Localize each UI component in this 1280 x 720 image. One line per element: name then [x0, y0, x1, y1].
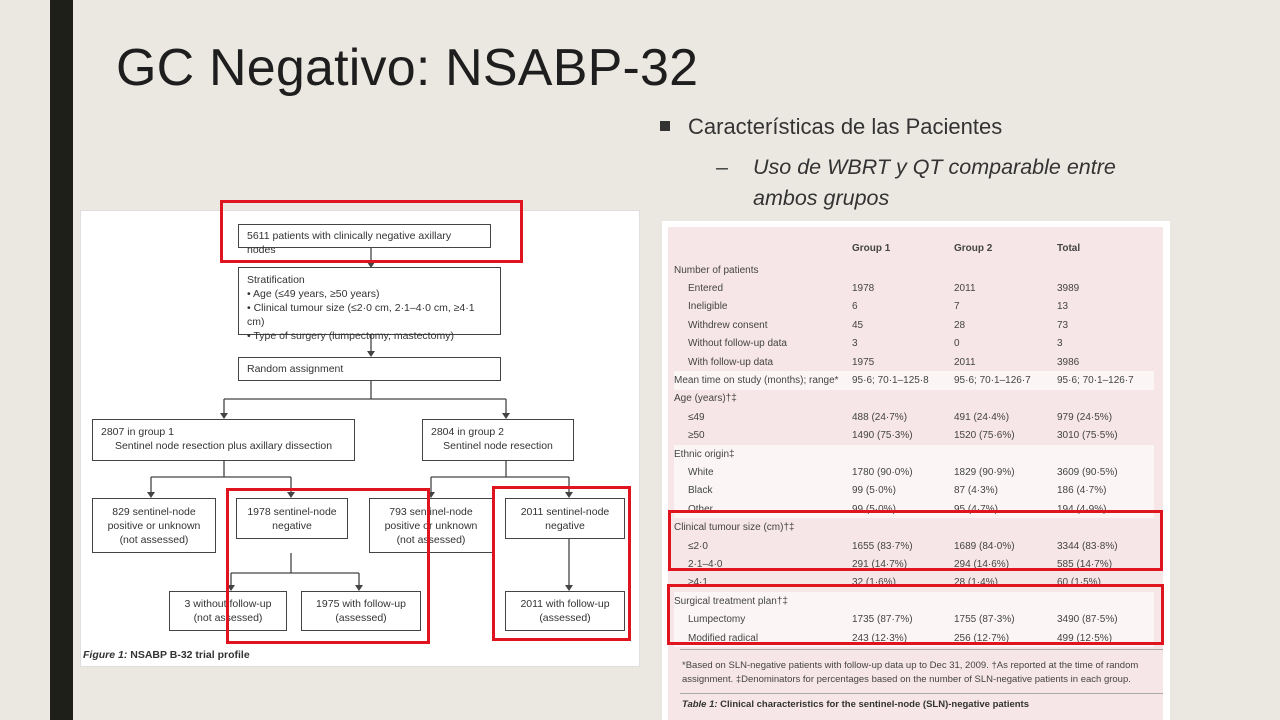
characteristics-table — [674, 235, 1154, 647]
table-row-label: White — [674, 463, 852, 481]
figure-caption-label: Figure 1: — [83, 649, 128, 661]
table-cell: 73 — [1057, 319, 1069, 331]
table-cell: 87 (4·3%) — [954, 482, 1057, 500]
table-footnote: *Based on SLN-negative patients with follow-up data up to Dec 31, 2009. †As reported at the time of random assignment. ‡Denominators for percentages based on the number of SLN-negative patients in each group. — [682, 660, 1139, 685]
g1-negative-box — [236, 498, 348, 539]
table-row — [674, 279, 1154, 297]
table-row — [674, 298, 1154, 316]
slide-title: GC Negativo: NSABP-32 — [116, 39, 699, 97]
table-row-label: Black — [674, 482, 852, 500]
table-cell — [852, 518, 954, 536]
stratification-item: • Type of surgery (lumpectomy, mastectomy) — [247, 330, 454, 342]
table-cell — [1057, 390, 1154, 408]
box-line: 2011 with follow-up — [520, 598, 610, 610]
stratification-title: Stratification — [247, 274, 305, 286]
figure-caption — [83, 649, 250, 661]
group1-box — [92, 419, 355, 461]
table-row — [674, 610, 1154, 628]
table-cell — [1057, 445, 1154, 463]
table-header-row — [674, 235, 1154, 261]
table-body — [674, 261, 1154, 647]
table-cell: 95·6; 70·1–125·8 — [852, 371, 954, 389]
table-row-label: Surgical treatment plan†‡ — [674, 592, 852, 610]
table-row-label: Modified radical — [674, 629, 852, 647]
table-panel — [668, 227, 1163, 720]
table-cell: 1520 (75·6%) — [954, 430, 1015, 442]
box-line: 1978 sentinel-node — [247, 506, 337, 518]
trial-profile-figure — [80, 210, 640, 667]
table-row-label: Other — [674, 500, 852, 518]
g1-positive-box — [92, 498, 216, 553]
box-line: (not assessed) — [396, 534, 466, 546]
table-row — [674, 408, 1154, 426]
table-row — [674, 574, 1154, 592]
table-cell — [1057, 518, 1154, 536]
table-cell — [852, 390, 954, 408]
table-cell — [1057, 261, 1154, 279]
table-row — [674, 353, 1154, 371]
g2-positive-box — [369, 498, 493, 553]
dash-bullet: – — [716, 155, 728, 179]
table-divider — [680, 649, 1163, 650]
table-cell: 1689 (84·0%) — [954, 540, 1015, 552]
g1-no-followup-box — [169, 591, 287, 631]
group1-count: 2807 in group 1 — [101, 426, 174, 438]
table-cell — [954, 518, 1057, 536]
bullet-level-2 — [716, 152, 1166, 214]
table-cell: 99 (5·0%) — [852, 500, 954, 518]
box-line: 2011 sentinel-node — [520, 506, 610, 518]
table-cell: 256 (12·7%) — [954, 629, 1057, 647]
table-row-label: Ineligible — [688, 301, 728, 313]
bullet-text: Características de las Pacientes — [688, 114, 1003, 139]
stratification-box — [238, 267, 501, 342]
table-row-label: Without follow-up data — [688, 338, 787, 350]
box-line: 1975 with follow-up — [316, 598, 406, 610]
table-cell: 186 (4·7%) — [1057, 482, 1154, 500]
characteristics-table-image — [662, 221, 1170, 720]
box-line: negative — [272, 520, 312, 532]
table-cell: 95·6; 70·1–126·7 — [1057, 371, 1154, 389]
table-cell: 1490 (75·3%) — [852, 430, 913, 442]
box-line: (not assessed) — [119, 534, 189, 546]
table-cell — [954, 592, 1057, 610]
table-row-label: With follow-up data — [688, 356, 774, 368]
square-bullet-icon — [660, 121, 670, 131]
table-cell: 1655 (83·7%) — [852, 540, 913, 552]
table-row — [674, 463, 1154, 481]
box-line: positive or unknown — [107, 520, 201, 532]
random-assignment-text: Random assignment — [247, 363, 344, 375]
enrolled-box — [238, 224, 491, 256]
table-cell: 2011 — [954, 283, 976, 295]
table-header-cell: Group 1 — [852, 242, 891, 254]
table-row-label: ≥50 — [688, 430, 705, 442]
table-header-cell: Group 2 — [954, 242, 993, 254]
table-cell: 60 (1·5%) — [1057, 577, 1101, 589]
table-row — [674, 371, 1154, 389]
table-cell: 28 — [954, 319, 966, 331]
table-cell: 7 — [954, 301, 960, 313]
box-line: (assessed) — [335, 612, 387, 624]
group1-arm: Sentinel node resection plus axillary dissection — [114, 440, 333, 452]
stratification-item: • Age (≤49 years, ≥50 years) — [247, 288, 380, 300]
table-cell: 95 (4·7%) — [954, 500, 1057, 518]
table-cell: 2011 — [954, 356, 976, 368]
table-cell: 243 (12·3%) — [852, 629, 954, 647]
table-divider — [680, 693, 1163, 694]
enrolled-text: 5611 patients with clinically negative axillary nodes — [247, 230, 452, 256]
table-cell: 1978 — [852, 283, 875, 295]
table-cell: 99 (5·0%) — [852, 482, 954, 500]
left-accent-bar — [50, 0, 73, 720]
table-row-label: Ethnic origin‡ — [674, 445, 852, 463]
table-cell: 3986 — [1057, 356, 1080, 368]
box-line: negative — [545, 520, 585, 532]
table-caption-label: Table 1: — [682, 699, 718, 710]
group2-box — [422, 419, 574, 461]
table-row — [674, 335, 1154, 353]
table-header-cell — [674, 235, 852, 261]
g1-followup-box — [301, 591, 421, 631]
table-cell: 1755 (87·3%) — [954, 610, 1057, 628]
table-cell: 3609 (90·5%) — [1057, 463, 1154, 481]
table-cell: 194 (4·9%) — [1057, 500, 1154, 518]
table-cell — [852, 592, 954, 610]
group2-arm: Sentinel node resection — [443, 440, 553, 452]
table-row-label: ≤49 — [688, 411, 705, 423]
table-cell: 1829 (90·9%) — [954, 463, 1057, 481]
table-cell — [852, 445, 954, 463]
table-row-label: Clinical tumour size (cm)†‡ — [674, 522, 795, 534]
table-cell: 1975 — [852, 356, 875, 368]
table-cell: 291 (14·7%) — [852, 558, 908, 570]
table-row — [674, 445, 1154, 463]
table-row — [674, 500, 1154, 518]
box-line: 793 sentinel-node — [389, 506, 473, 518]
table-row-label: Lumpectomy — [674, 610, 852, 628]
table-cell — [852, 261, 954, 279]
table-row — [674, 390, 1154, 408]
table-row — [674, 261, 1154, 279]
g2-negative-box — [505, 498, 625, 539]
table-row-label: Entered — [688, 283, 724, 295]
table-row-label: Number of patients — [674, 264, 759, 276]
table-cell: 294 (14·6%) — [954, 558, 1010, 570]
table-cell: 488 (24·7%) — [852, 411, 908, 423]
table-cell: 1735 (87·7%) — [852, 610, 954, 628]
table-cell: 32 (1·6%) — [852, 577, 896, 589]
table-row — [674, 629, 1154, 647]
table-row-label: ≥4·1 — [688, 577, 708, 589]
box-line: 829 sentinel-node — [112, 506, 196, 518]
table-cell: 28 (1·4%) — [954, 577, 998, 589]
table-cell: 0 — [954, 338, 960, 350]
stratification-item: • Clinical tumour size (≤2·0 cm, 2·1–4·0 cm, ≥4·1 cm) — [247, 302, 475, 328]
bullet-text: Uso de WBRT y QT comparable entre ambos grupos — [753, 155, 1116, 210]
table-row — [674, 537, 1154, 555]
box-line: 3 without follow-up — [184, 598, 272, 610]
table-cell: 6 — [852, 301, 858, 313]
table-cell: 979 (24·5%) — [1057, 411, 1113, 423]
table-caption-text: Clinical characteristics for the sentinel-node (SLN)-negative patients — [717, 699, 1030, 710]
table-cell: 45 — [852, 319, 864, 331]
table-row-label: Mean time on study (months); range* — [674, 371, 852, 389]
table-row — [674, 316, 1154, 334]
table-cell: 3010 (75·5%) — [1057, 430, 1118, 442]
table-cell: 13 — [1057, 301, 1069, 313]
table-cell: 3344 (83·8%) — [1057, 540, 1118, 552]
table-row-label: Age (years)†‡ — [674, 393, 737, 405]
figure-caption-text: NSABP B-32 trial profile — [127, 649, 250, 661]
box-line: (not assessed) — [193, 612, 263, 624]
group2-count: 2804 in group 2 — [431, 426, 504, 438]
table-row-label: ≤2·0 — [688, 540, 708, 552]
table-cell: 499 (12·5%) — [1057, 629, 1154, 647]
table-cell: 3 — [1057, 338, 1063, 350]
table-row-label: Withdrew consent — [688, 319, 768, 331]
table-cell: 1780 (90·0%) — [852, 463, 954, 481]
table-cell: 3490 (87·5%) — [1057, 610, 1154, 628]
table-row-label: 2·1–4·0 — [688, 558, 723, 570]
table-cell: 3 — [852, 338, 858, 350]
table-cell: 95·6; 70·1–126·7 — [954, 371, 1057, 389]
table-cell: 491 (24·4%) — [954, 411, 1010, 423]
g2-followup-box — [505, 591, 625, 631]
table-cell — [1057, 592, 1154, 610]
table-cell — [954, 445, 1057, 463]
table-caption — [682, 699, 1029, 710]
table-cell — [954, 261, 1057, 279]
box-line: (assessed) — [539, 612, 591, 624]
table-row — [674, 427, 1154, 445]
table-row — [674, 555, 1154, 573]
table-row — [674, 518, 1154, 536]
table-row — [674, 482, 1154, 500]
table-cell: 585 (14·7%) — [1057, 558, 1113, 570]
table-cell: 3989 — [1057, 283, 1080, 295]
box-line: positive or unknown — [384, 520, 478, 532]
random-assignment-box — [238, 357, 501, 381]
table-row — [674, 592, 1154, 610]
table-cell — [954, 390, 1057, 408]
table-header-cell: Total — [1057, 242, 1081, 254]
bullet-level-1 — [660, 114, 1002, 140]
